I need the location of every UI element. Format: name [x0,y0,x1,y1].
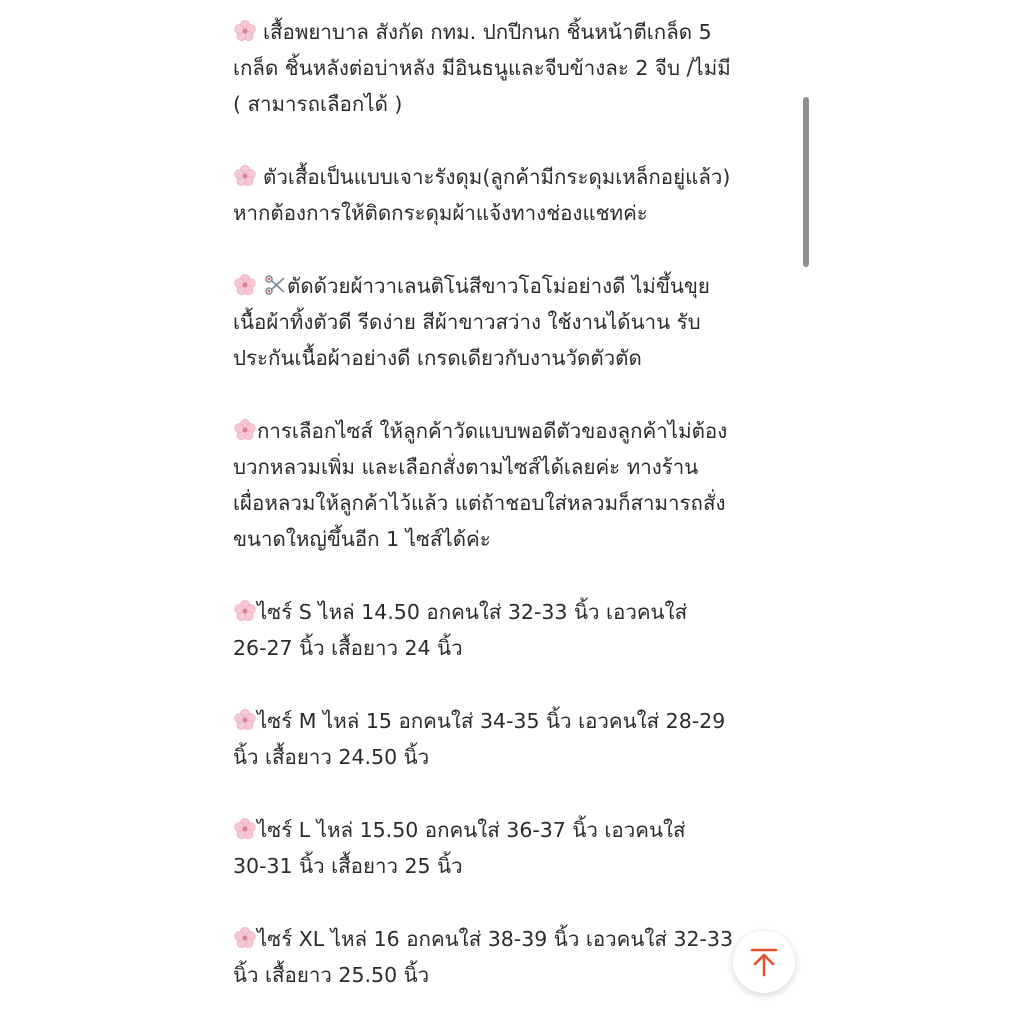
paragraph-fabric [233,268,793,376]
paragraph-line: บวกหลวมเพิ่ม และเลือกสั่งตามไซส์ได้เลยค่ะ ทางร้าน [233,455,699,479]
cherry-blossom-icon [233,164,257,188]
paragraph-size-s [233,594,793,666]
arrow-up-to-top-icon [748,946,780,978]
description-content [233,14,793,1024]
cherry-blossom-icon [233,418,257,442]
cherry-blossom-icon [233,817,257,841]
paragraph-size-xl [233,921,793,993]
paragraph-line: 26-27 นิ้ว เสื้อยาว 24 นิ้ว [233,636,463,660]
paragraph-line: เกล็ด ชิ้นหลังต่อบ่าหลัง มีอินธนูและจีบข้างละ 2 จีบ /ไม่มี [233,56,731,80]
paragraph-line: เผื่อหลวมให้ลูกค้าไว้แล้ว แต่ถ้าชอบใส่หลวมก็สามารถสั่ง [233,491,726,515]
cherry-blossom-icon [233,708,257,732]
paragraph-size-l [233,812,793,884]
scissors-icon [263,273,287,297]
paragraph-line: 30-31 นิ้ว เสื้อยาว 25 นิ้ว [233,854,463,878]
paragraph-line: หากต้องการให้ติดกระดุมผ้าแจ้งทางช่องแชทค่ะ [233,201,648,225]
paragraph-line: ตัดด้วยผ้าวาเลนติโน่สีขาวโอโม่อย่างดี ไม่ขึ้นขุย [287,274,710,298]
paragraph-size-m [233,703,793,775]
paragraph-size-guide [233,413,793,557]
back-to-top-button[interactable] [733,931,795,993]
cherry-blossom-icon [233,273,257,297]
paragraph-line: ( สามารถเลือกได้ ) [233,92,403,116]
paragraph-line: ไซร์ L ไหล่ 15.50 อกคนใส่ 36-37 นิ้ว เอวคนใส่ [257,818,686,842]
paragraph-line: ขนาดใหญ่ขึ้นอีก 1 ไซส์ได้ค่ะ [233,527,491,551]
paragraph-line: ไซร์ M ไหล่ 15 อกคนใส่ 34-35 นิ้ว เอวคนใส่ 28-29 [257,709,726,733]
paragraph-line: ไซร์ S ไหล่ 14.50 อกคนใส่ 32-33 นิ้ว เอวคนใส่ [257,600,688,624]
paragraph-line: ไซร์ XL ไหล่ 16 อกคนใส่ 38-39 นิ้ว เอวคนใส่ 32-33 [257,927,734,951]
cherry-blossom-icon [233,926,257,950]
scrollbar-thumb[interactable] [803,97,809,267]
paragraph-line: นิ้ว เสื้อยาว 24.50 นิ้ว [233,745,430,769]
paragraph-uniform-style [233,14,793,122]
paragraph-line: การเลือกไซส์ ให้ลูกค้าวัดแบบพอดีตัวของลูกค้าไม่ต้อง [257,419,728,443]
paragraph-line: ประกันเนื้อผ้าอย่างดี เกรดเดียวกับงานวัดตัวตัด [233,346,642,370]
paragraph-buttonholes [233,159,793,231]
paragraph-line: ตัวเสื้อเป็นแบบเจาะรังดุม(ลูกค้ามีกระดุมเหล็กอยู่แล้ว) [263,165,731,189]
paragraph-line: เสื้อพยาบาล สังกัด กทม. ปกปีกนก ชิ้นหน้าตีเกล็ด 5 [263,20,712,44]
cherry-blossom-icon [233,19,257,43]
paragraph-line: นิ้ว เสื้อยาว 25.50 นิ้ว [233,963,430,987]
cherry-blossom-icon [233,599,257,623]
paragraph-line: เนื้อผ้าทิ้งตัวดี รีดง่าย สีผ้าขาวสว่าง ใช้งานได้นาน รับ [233,310,701,334]
